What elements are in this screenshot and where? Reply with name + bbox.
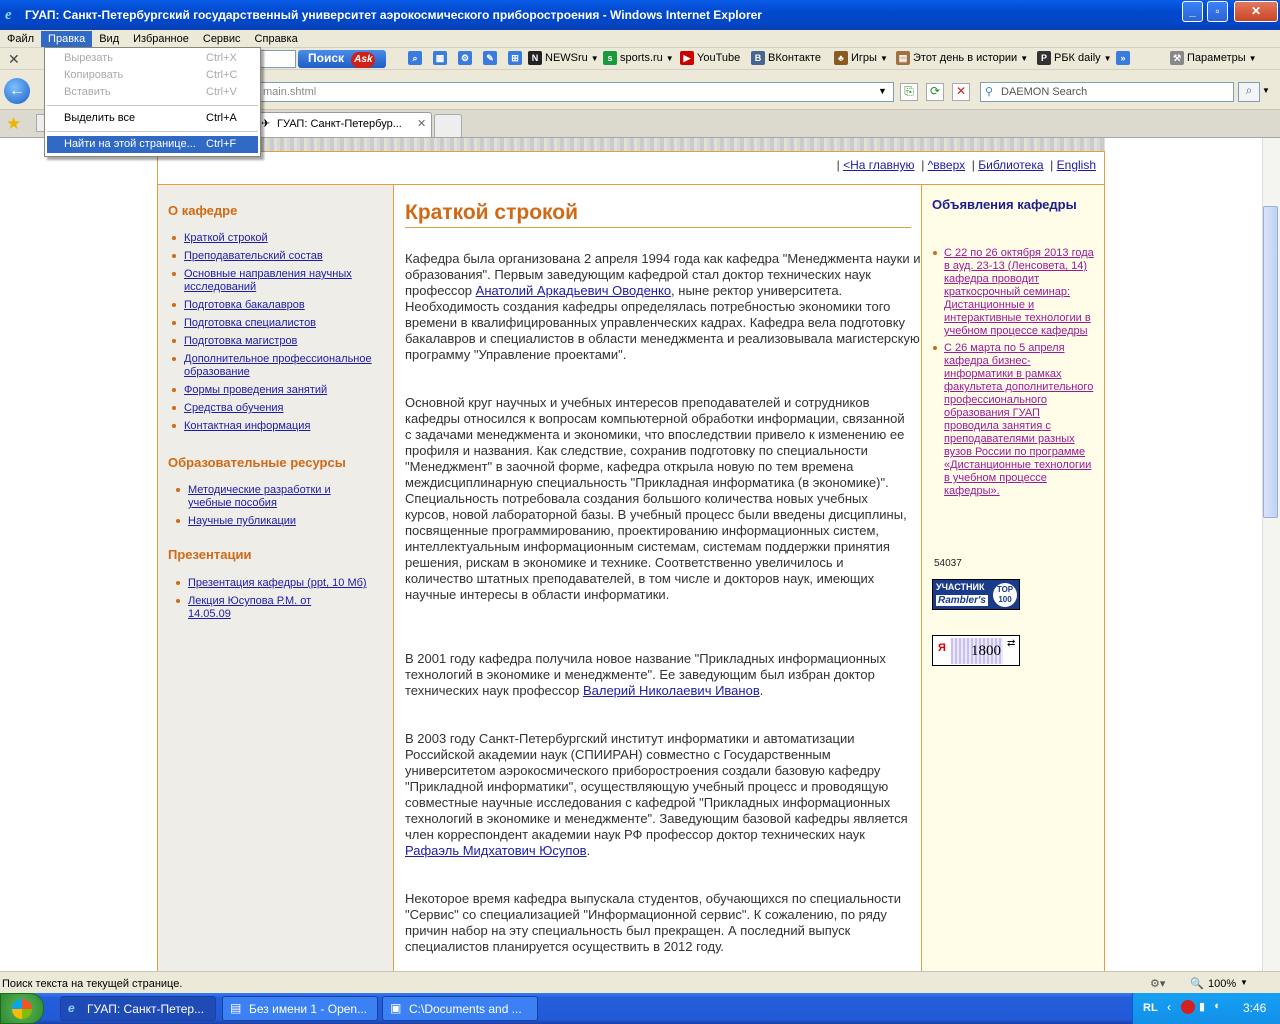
link-games[interactable]: ♣ Игры ▼: [834, 51, 888, 65]
link-up[interactable]: ^вверх: [927, 158, 966, 172]
ie-icon: e: [68, 1001, 75, 1015]
link-rbc[interactable]: Р РБК daily ▼: [1037, 51, 1112, 65]
rbc-icon: Р: [1037, 51, 1051, 65]
menu-file[interactable]: Файл: [7, 32, 35, 45]
sports-icon: s: [603, 51, 617, 65]
tray-arrow-icon[interactable]: ‹: [1167, 1000, 1171, 1014]
minimize-button[interactable]: _: [1182, 1, 1203, 22]
link-english[interactable]: English: [1056, 158, 1096, 172]
menu-item-cut[interactable]: Вырезать Ctrl+X: [64, 52, 237, 64]
games-icon: ♣: [834, 51, 848, 65]
menu-favorites[interactable]: Избранное: [133, 32, 189, 45]
chevron-down-icon: ▼: [1103, 53, 1112, 63]
announcement-link[interactable]: С 26 марта по 5 апреля кафедра бизнес-информатики в рамках факультета дополнительного профессионального образования ГУАП проводила занятия с преподавателями разных вузов России по программе «Дистанционные технологии в учебном процессе кафедры».: [944, 342, 1096, 498]
person-link[interactable]: Валерий Николаевич Иванов: [582, 683, 760, 698]
taskbar: [0, 993, 1280, 1024]
sidebar-link[interactable]: Методические разработки и учебные пособия: [188, 484, 368, 510]
close-toolbar-icon[interactable]: ✕: [8, 51, 20, 67]
ask-search-input[interactable]: [260, 50, 296, 68]
person-link[interactable]: Анатолий Аркадьевич Оводенко: [475, 283, 672, 298]
ie-logo-icon: e: [5, 7, 12, 23]
main-content: [395, 185, 921, 971]
wrench-icon: ⚒: [1170, 51, 1184, 65]
menu-item-find[interactable]: Найти на этой странице... Ctrl+F: [47, 136, 258, 153]
sidebar-link[interactable]: Краткой строкой: [184, 232, 384, 245]
link-vkontakte[interactable]: B ВКонтакте: [751, 51, 821, 65]
compat-view-icon[interactable]: ⎘: [900, 83, 918, 101]
header-banner: [157, 138, 1105, 152]
page-icon: ✈: [261, 118, 271, 130]
stop-icon[interactable]: ✕: [952, 83, 970, 101]
params-button[interactable]: ⚒ Параметры ▼: [1170, 51, 1257, 65]
title-bar[interactable]: [0, 0, 1280, 30]
find-icon[interactable]: ⌕: [408, 51, 422, 65]
link-newsru[interactable]: N NEWSru ▼: [528, 51, 599, 65]
visit-counter: 54037: [934, 558, 962, 569]
announcements-list: [944, 247, 1096, 502]
menu-item-copy[interactable]: Копировать Ctrl+C: [64, 69, 238, 81]
volume-icon[interactable]: ◖: [1213, 1000, 1220, 1012]
section-about: О кафедре: [168, 203, 238, 218]
chevron-down-icon: ▼: [665, 53, 674, 63]
menu-edit[interactable]: Правка: [41, 31, 92, 47]
link-youtube[interactable]: ▶ YouTube: [680, 51, 740, 65]
link-sports[interactable]: s sports.ru ▼: [603, 51, 674, 65]
more-links-button[interactable]: [1116, 51, 1130, 65]
sidebar-link[interactable]: Подготовка магистров: [184, 335, 384, 348]
search-options-icon[interactable]: ▼: [1262, 86, 1270, 95]
tab-guap[interactable]: ✈ ГУАП: Санкт-Петербур... ✕: [256, 112, 432, 137]
settings-icon[interactable]: ⚙: [458, 51, 472, 65]
link-home[interactable]: <На главную: [843, 158, 915, 172]
sidebar-link[interactable]: Формы проведения занятий: [184, 384, 384, 397]
edit-menu-dropdown: [44, 47, 261, 157]
sidebar-link[interactable]: Подготовка специалистов: [184, 317, 384, 330]
grid-icon[interactable]: ⊞: [508, 51, 522, 65]
page-viewport: [0, 138, 1262, 971]
paragraph: В 2003 году Санкт-Петербургский институт информатики и автоматизации Российской академии наук (СПИИРАН) совместно с Государственным университетом аэрокосмического приборостроения создали базовую кафедру "Прикладной информатики", осуществляющую учебный процесс и проводящую совместные научные исследования с кафедрой "Прикладных информационных технологий в экономике и менеджменте". Заведующим базовой кафедры является член корреспондент академии наук РФ профессор доктор технических наук Рафаэль Мидхатович Юсупов.: [405, 731, 908, 858]
chevron-down-icon: ▼: [590, 53, 599, 63]
pencil-icon[interactable]: ✎: [483, 51, 497, 65]
about-links: [184, 232, 384, 438]
refresh-icon: ⇄: [1007, 638, 1016, 649]
chevron-right-icon: »: [1116, 51, 1130, 65]
window-title: ГУАП: Санкт-Петербургский государственный университет аэрокосмического приборостроения - Windows Internet Explorer: [25, 8, 762, 22]
sidebar-link[interactable]: Преподавательский состав: [184, 250, 384, 263]
vk-icon: B: [751, 51, 765, 65]
zoom-level[interactable]: 100%: [1208, 978, 1237, 990]
announcement-link[interactable]: С 22 по 26 октября 2013 года в ауд. 23-13 (Ленсовета, 14) кафедра проводит краткосрочный семинар: Дистанционные и интерактивные технологии в учебном процессе кафедры: [944, 247, 1096, 338]
paragraph: Некоторое время кафедра выпускала студентов, обучающихся по специальности "Сервис" со специализацией "Информационной сервис". К сожалению, по ряду причин набор на эту специальность был прекращен. А последний выпуск специалистов планируется осуществить в 2012 году.: [405, 891, 901, 954]
paragraph: В 2001 году кафедра получила новое название "Прикладных информационных технологий в экономике и менеджменте". Ее заведующим был избран доктор технических наук профессор Валерий Николаевич Иванов.: [405, 651, 886, 698]
language-indicator[interactable]: RL: [1143, 1002, 1158, 1014]
menu-item-select-all[interactable]: Выделить все Ctrl+A: [64, 112, 237, 124]
zoom-icon: 🔍: [1190, 978, 1204, 990]
folder-icon: ▣: [390, 1001, 402, 1015]
task-openoffice[interactable]: ▤ Без имени 1 - Open...: [222, 996, 378, 1021]
rambler-top100-badge[interactable]: УЧАСТНИК Rambler's TOP 100: [932, 579, 1020, 610]
section-resources: Образовательные ресурсы: [168, 455, 346, 470]
resources-links: [188, 484, 388, 533]
task-explorer[interactable]: ▣ C:\Documents and ...: [382, 996, 538, 1021]
link-history[interactable]: ▤ Этот день в истории ▼: [896, 51, 1028, 65]
menu-item-paste[interactable]: Вставить Ctrl+V: [64, 86, 237, 98]
security-icon[interactable]: ⚙▾: [1150, 978, 1166, 990]
address-bar[interactable]: main.shtml: [258, 82, 894, 102]
top-navigation: | <На главную | ^вверх | Библиотека | English: [836, 158, 1096, 172]
page-title: Краткой строкой: [405, 201, 911, 228]
task-ie[interactable]: e ГУАП: Санкт-Петер...: [60, 996, 216, 1021]
daemon-icon: ⚲: [985, 86, 994, 98]
ask-search-button[interactable]: Поиск Ask: [298, 50, 386, 68]
ask-logo-icon: Ask: [351, 52, 375, 68]
chevron-down-icon: ▼: [1248, 53, 1257, 63]
back-arrow-icon[interactable]: ←: [4, 78, 30, 104]
sidebar-link[interactable]: Подготовка бакалавров: [184, 299, 384, 312]
sidebar-link[interactable]: Средства обучения: [184, 402, 384, 415]
history-icon: ▤: [896, 51, 910, 65]
menu-help[interactable]: Справка: [254, 32, 298, 45]
clock[interactable]: 3:46: [1243, 1001, 1267, 1015]
status-bar: [0, 971, 1280, 993]
start-button[interactable]: [0, 993, 44, 1024]
announcements-heading: Объявления кафедры: [932, 197, 1077, 212]
right-sidebar: [921, 185, 1104, 971]
menu-separator: [47, 131, 258, 132]
zoom-dropdown-icon[interactable]: ▼: [1240, 978, 1248, 987]
daemon-search-input[interactable]: DAEMON Search: [980, 82, 1234, 102]
sidebar-link[interactable]: Дополнительное профессиональное образование: [184, 353, 384, 379]
youtube-icon: ▶: [680, 51, 694, 65]
scrollbar-thumb[interactable]: [1263, 206, 1278, 518]
menu-view[interactable]: Вид: [99, 32, 120, 45]
system-tray: [1132, 993, 1280, 1024]
status-text: Поиск текста на текущей странице.: [2, 978, 183, 990]
chevron-down-icon: ▼: [879, 53, 888, 63]
close-button[interactable]: ✕: [1234, 1, 1278, 22]
windows-logo-icon: [12, 999, 32, 1019]
new-tab-button[interactable]: [434, 114, 462, 137]
menu-bar: [0, 30, 1280, 48]
document-icon: ▤: [230, 1001, 242, 1015]
yandex-counter-badge[interactable]: Я 1800 ⇄: [932, 635, 1020, 666]
sidebar-link[interactable]: Лекция Юсупова Р.М. от 14.05.09: [188, 595, 348, 621]
calendar-icon[interactable]: ▦: [433, 51, 447, 65]
left-sidebar: [158, 185, 394, 971]
favorites-star-icon[interactable]: ★: [6, 114, 22, 133]
menu-tools[interactable]: Сервис: [202, 32, 241, 45]
person-link[interactable]: Рафаэль Мидхатович Юсупов: [405, 843, 587, 858]
address-dropdown-icon[interactable]: ▼: [878, 86, 887, 96]
sidebar-link[interactable]: Основные направления научных исследований: [184, 268, 384, 294]
sidebar-link[interactable]: Научные публикации: [188, 515, 388, 528]
link-library[interactable]: Библиотека: [978, 158, 1044, 172]
page-frame: [157, 152, 1105, 971]
newsru-icon: N: [528, 51, 542, 65]
chevron-down-icon: ▼: [1020, 53, 1029, 63]
network-icon[interactable]: ▮: [1199, 1001, 1206, 1013]
section-presentations: Презентации: [168, 547, 252, 562]
close-tab-icon[interactable]: ✕: [417, 118, 427, 130]
presentation-links: [188, 577, 378, 626]
toolbar-icon-buttons: [408, 51, 522, 65]
antivirus-icon[interactable]: [1181, 1000, 1195, 1014]
search-icon[interactable]: ⌕: [1238, 82, 1260, 102]
maximize-button[interactable]: ▫: [1207, 1, 1228, 22]
paragraph: Основной круг научных и учебных интересов преподавателей и сотрудников кафедры относился к вопросам компьютерной обработки информации, связанной с задачами менеджмента и экономики, что впоследствии привело к изменению ее профиля и названия. Как следствие, сохранив подготовку по специальности "Менеджмент" в заочной форме, кафедра открыла новую по тем времена междисциплинарную специальность "Прикладная информатика (в экономике)". Специальность потребовала создания большого количества новых учебных курсов, новой лабораторной базы. В учебный процесс были введены дисциплины, посвященные программированию, проектированию информационных систем, интеллектуальным информационным системам, системам поддержки принятия решения, рискам в экономике и технике. Соответственно увеличилось и количество штатных преподавателей, в том числе и докторов наук, имеющих научные интересы в области информатики.: [405, 395, 907, 602]
menu-separator: [47, 105, 258, 106]
sidebar-link[interactable]: Презентация кафедры (ppt, 10 Мб): [188, 577, 378, 590]
sidebar-link[interactable]: Контактная информация: [184, 420, 384, 433]
paragraph: Кафедра была организована 2 апреля 1994 года как кафедра "Менеджмента науки и образования". Первым заведующим кафедрой стал доктор технических наук профессор Анатолий Аркадьевич Оводенко, ныне ректор университета. Необходимость создания кафедры определялась потребностью экономики того времени в квалифицированных управленческих кадрах. Кафедра вела подготовку бакалавров и специалистов в области менеджмента и реализовывала магистерскую программу "Управление проектами".: [405, 251, 921, 362]
refresh-icon[interactable]: ⟳: [926, 83, 944, 101]
